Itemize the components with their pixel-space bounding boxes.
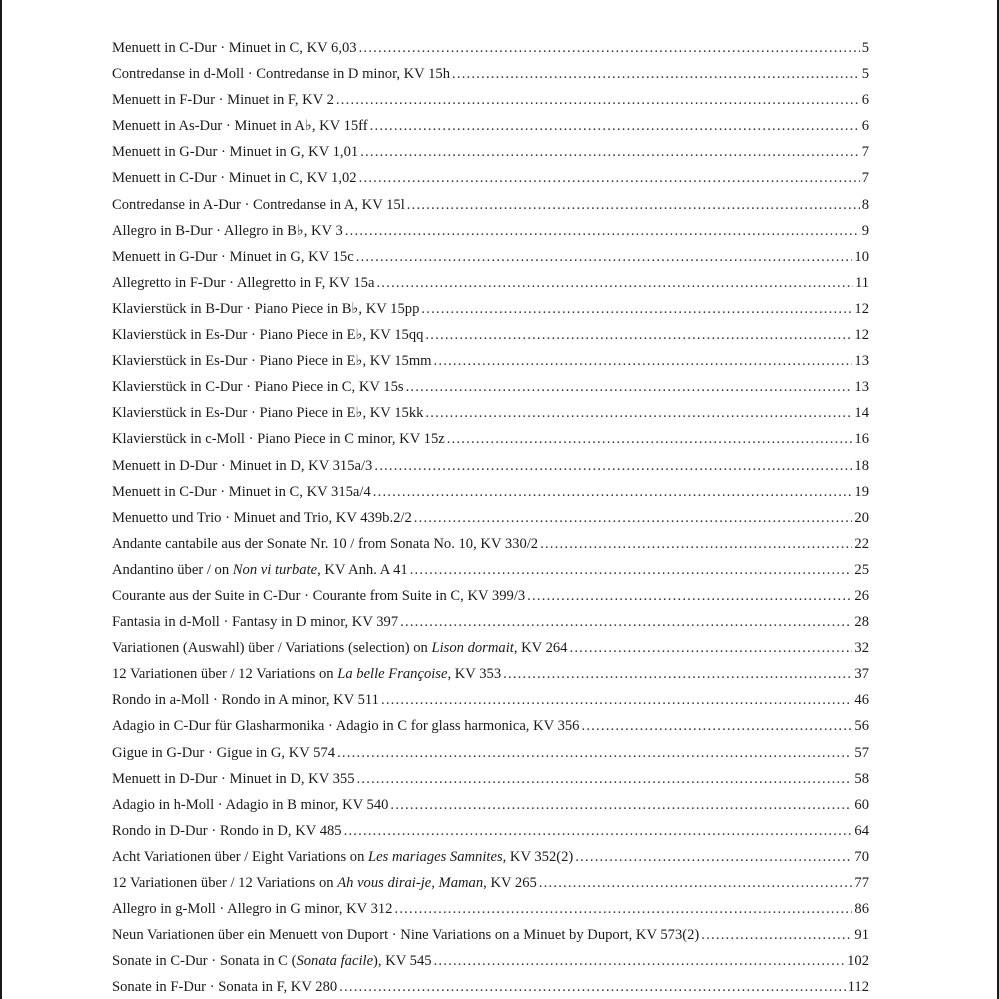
toc-page-number: 10 xyxy=(854,248,869,265)
toc-page-number: 56 xyxy=(854,718,869,735)
toc-entry-title xyxy=(112,792,390,818)
toc-entry-title xyxy=(112,270,376,296)
dot-leader xyxy=(407,192,860,218)
dot-leader xyxy=(339,974,845,999)
toc-entry-title xyxy=(112,139,360,165)
dot-leader xyxy=(370,113,860,139)
toc-page-number: 25 xyxy=(854,561,869,578)
toc-page-number: 6 xyxy=(861,92,869,109)
toc-entry-text: Allegro in g-Moll · Allegro in G minor, KV 312 xyxy=(112,901,393,918)
dot-leader xyxy=(414,505,853,531)
dot-leader xyxy=(345,218,860,244)
toc-page-number: 32 xyxy=(854,640,869,657)
toc-page-number: 91 xyxy=(854,927,869,944)
toc-entry-title xyxy=(112,218,345,244)
toc-entry-title xyxy=(112,165,359,191)
toc-entry-text: Menuett in G-Dur · Minuet in G, KV 15c xyxy=(112,248,354,265)
toc-entry-text: , KV 353 xyxy=(447,666,502,683)
dot-leader xyxy=(421,296,852,322)
toc-page-number: 5 xyxy=(861,66,869,83)
dot-leader xyxy=(359,165,860,191)
toc-page-number: 5 xyxy=(861,40,869,56)
dot-leader xyxy=(336,87,860,113)
toc-entry-title xyxy=(112,922,701,948)
toc-entry-title xyxy=(112,661,503,687)
dot-leader xyxy=(410,557,853,583)
toc-entry-title xyxy=(112,583,527,609)
toc-entry xyxy=(112,348,869,374)
toc-entry xyxy=(112,583,869,609)
dot-leader xyxy=(360,139,860,165)
toc-entry xyxy=(112,270,869,296)
toc-entry xyxy=(112,400,869,426)
toc-entry xyxy=(112,192,869,218)
dot-leader xyxy=(344,818,853,844)
toc-page-number: 8 xyxy=(861,196,869,213)
toc-entry xyxy=(112,113,869,139)
toc-entry-title xyxy=(112,192,407,218)
dot-leader xyxy=(373,479,853,505)
toc-entry-text: Menuett in G-Dur · Minuet in G, KV 1,01 xyxy=(112,144,359,161)
toc-entry-text: Rondo in D-Dur · Rondo in D, KV 485 xyxy=(112,822,342,839)
toc-entry-title xyxy=(112,766,357,792)
toc-entry-title xyxy=(112,740,337,766)
dot-leader xyxy=(434,348,853,374)
toc-entry-text: Neun Variationen über ein Menuett von Duport · Nine Variations on a Minuet by Duport, KV 573(2) xyxy=(112,927,700,944)
toc-entry-text: Menuett in C-Dur · Minuet in C, KV 6,03 xyxy=(112,40,357,56)
toc-entry xyxy=(112,61,869,87)
toc-entry xyxy=(112,453,869,479)
toc-entry-text: Sonate in C-Dur · Sonata in C ( xyxy=(112,953,297,970)
toc-entry-title xyxy=(112,505,414,531)
toc-page-number: 7 xyxy=(861,170,869,187)
toc-entry xyxy=(112,557,869,583)
dot-leader xyxy=(359,35,860,61)
dot-leader xyxy=(452,61,860,87)
toc-entry-text: Menuett in As-Dur · Minuet in A♭, KV 15ff xyxy=(112,118,368,135)
toc-entry xyxy=(112,766,869,792)
dot-leader xyxy=(425,400,852,426)
toc-entry-title xyxy=(112,635,569,661)
work-title-italic: Sonata facile xyxy=(296,953,374,970)
toc-page-number: 37 xyxy=(854,666,869,683)
toc-page-number: 20 xyxy=(854,509,869,526)
toc-entry-title xyxy=(112,557,410,583)
toc-entry xyxy=(112,87,869,113)
table-of-contents xyxy=(112,35,869,999)
toc-entry-text: Andantino über / on xyxy=(112,561,233,578)
toc-entry-title xyxy=(112,479,373,505)
toc-page-number: 13 xyxy=(854,379,869,396)
toc-page-number: 58 xyxy=(854,770,869,787)
toc-entry-text: Adagio in C-Dur für Glasharmonika · Adagio in C for glass harmonica, KV 356 xyxy=(112,718,580,735)
toc-page-number: 6 xyxy=(861,118,869,135)
toc-entry-text: Klavierstück in Es-Dur · Piano Piece in E♭, KV 15qq xyxy=(112,327,424,344)
toc-page-number: 16 xyxy=(854,431,869,448)
toc-entry-text: Menuett in D-Dur · Minuet in D, KV 355 xyxy=(112,770,355,787)
toc-entry-title xyxy=(112,296,421,322)
toc-entry-text: Acht Variationen über / Eight Variations on xyxy=(112,848,369,865)
toc-page-number: 60 xyxy=(854,796,869,813)
toc-entry-title xyxy=(112,609,400,635)
toc-page-number: 70 xyxy=(854,848,869,865)
work-title-italic: Lison dormait xyxy=(431,640,514,657)
toc-page-number: 9 xyxy=(861,222,869,239)
toc-page-number: 86 xyxy=(854,901,869,918)
toc-entry-title xyxy=(112,896,394,922)
toc-entry xyxy=(112,505,869,531)
toc-entry xyxy=(112,426,869,452)
toc-entry xyxy=(112,792,869,818)
toc-entry xyxy=(112,244,869,270)
toc-entry xyxy=(112,609,869,635)
toc-entry-text: Gigue in G-Dur · Gigue in G, KV 574 xyxy=(112,744,336,761)
toc-entry-text: Contredanse in A-Dur · Contredanse in A, KV 15l xyxy=(112,196,405,213)
dot-leader xyxy=(381,687,852,713)
toc-page-number: 19 xyxy=(854,483,869,500)
dot-leader xyxy=(357,766,853,792)
dot-leader xyxy=(503,661,852,687)
toc-entry-text: Menuetto und Trio · Minuet and Trio, KV 439b.2/2 xyxy=(112,509,412,526)
toc-entry-text: , KV 264 xyxy=(513,640,568,657)
toc-page-number: 13 xyxy=(854,353,869,370)
toc-entry-title xyxy=(112,687,381,713)
toc-entry xyxy=(112,322,869,348)
toc-entry-title xyxy=(112,426,447,452)
dot-leader xyxy=(356,244,853,270)
toc-entry-title xyxy=(112,453,374,479)
toc-entry-text: , KV 265 xyxy=(483,875,537,891)
toc-page-number: 64 xyxy=(854,822,869,839)
toc-entry xyxy=(112,479,869,505)
toc-page-number: 77 xyxy=(854,875,869,891)
toc-entry-text: Klavierstück in C-Dur · Piano Piece in C, KV 15s xyxy=(112,379,404,396)
toc-entry-title xyxy=(112,374,406,400)
toc-page-number: 11 xyxy=(854,274,869,291)
toc-entry xyxy=(112,818,869,844)
toc-entry-text: Sonate in F-Dur · Sonata in F, KV 280 xyxy=(112,979,338,996)
toc-entry-title xyxy=(112,531,540,557)
toc-entry xyxy=(112,687,869,713)
toc-entry xyxy=(112,35,869,61)
toc-entry-title xyxy=(112,713,581,739)
toc-page-number: 22 xyxy=(854,535,869,552)
toc-page-number: 57 xyxy=(854,744,869,761)
toc-entry-text: Contredanse in d-Moll · Contredanse in D minor, KV 15h xyxy=(112,66,451,83)
toc-entry-text: Klavierstück in Es-Dur · Piano Piece in E♭, KV 15mm xyxy=(112,353,432,370)
dot-leader xyxy=(425,322,852,348)
dot-leader xyxy=(581,713,852,739)
toc-entry-text: Andante cantabile aus der Sonate Nr. 10 / from Sonata No. 10, KV 330/2 xyxy=(112,535,539,552)
toc-entry-text: Menuett in D-Dur · Minuet in D, KV 315a/3 xyxy=(112,457,373,474)
toc-entry xyxy=(112,844,869,870)
toc-entry-title xyxy=(112,87,336,113)
toc-entry-title xyxy=(112,322,425,348)
toc-entry-title xyxy=(112,844,575,870)
toc-page-number: 112 xyxy=(847,979,869,996)
dot-leader xyxy=(406,374,853,400)
toc-entry xyxy=(112,870,869,896)
toc-entry xyxy=(112,896,869,922)
toc-entry xyxy=(112,296,869,322)
toc-entry-title xyxy=(112,244,356,270)
toc-entry-text: Klavierstück in c-Moll · Piano Piece in C minor, KV 15z xyxy=(112,431,445,448)
dot-leader xyxy=(539,870,853,896)
toc-entry-text: , KV 352(2) xyxy=(502,848,574,865)
toc-entry-text: Variationen (Auswahl) über / Variations (selection) on xyxy=(112,640,432,657)
work-title-italic: Ah vous dirai-je, Maman xyxy=(337,875,484,891)
dot-leader xyxy=(374,453,852,479)
toc-entry xyxy=(112,635,869,661)
toc-entry-text: , KV Anh. A 41 xyxy=(317,561,408,578)
toc-entry-text: Rondo in a-Moll · Rondo in A minor, KV 511 xyxy=(112,692,379,709)
toc-entry-text: 12 Variationen über / 12 Variations on xyxy=(112,875,338,891)
toc-entry xyxy=(112,218,869,244)
toc-entry-text: 12 Variationen über / 12 Variations on xyxy=(112,666,338,683)
toc-entry xyxy=(112,713,869,739)
toc-entry-text: Menuett in C-Dur · Minuet in C, KV 1,02 xyxy=(112,170,357,187)
toc-entry xyxy=(112,922,869,948)
toc-entry-text: Klavierstück in Es-Dur · Piano Piece in E♭, KV 15kk xyxy=(112,405,424,422)
toc-entry-text: Menuett in F-Dur · Minuet in F, KV 2 xyxy=(112,92,334,109)
toc-entry-text: Klavierstück in B-Dur · Piano Piece in B♭, KV 15pp xyxy=(112,300,420,317)
toc-entry-text: ), KV 545 xyxy=(373,953,432,970)
toc-entry-title xyxy=(112,113,370,139)
toc-entry-text: Courante aus der Suite in C-Dur · Courante from Suite in C, KV 399/3 xyxy=(112,587,526,604)
dot-leader xyxy=(575,844,852,870)
toc-entry xyxy=(112,974,869,999)
toc-entry-text: Fantasia in d-Moll · Fantasy in D minor, KV 397 xyxy=(112,614,399,631)
dot-leader xyxy=(434,948,846,974)
toc-entry xyxy=(112,740,869,766)
toc-entry-title xyxy=(112,61,452,87)
toc-page-number: 7 xyxy=(861,144,869,161)
toc-entry xyxy=(112,374,869,400)
toc-entry xyxy=(112,139,869,165)
work-title-italic: Les mariages Samnites xyxy=(368,848,503,865)
work-title-italic: La belle Françoise xyxy=(337,666,448,683)
toc-page-number: 46 xyxy=(854,692,869,709)
toc-entry xyxy=(112,948,869,974)
toc-entry-title xyxy=(112,348,434,374)
toc-entry-text: Allegretto in F-Dur · Allegretto in F, KV 15a xyxy=(112,274,375,291)
toc-entry-title xyxy=(112,818,344,844)
dot-leader xyxy=(540,531,852,557)
toc-entry-title xyxy=(112,400,425,426)
toc-page-number: 102 xyxy=(847,953,869,970)
toc-page-number: 12 xyxy=(854,300,869,317)
toc-entry xyxy=(112,661,869,687)
dot-leader xyxy=(394,896,852,922)
toc-entry-title xyxy=(112,974,339,999)
dot-leader xyxy=(337,740,852,766)
toc-entry xyxy=(112,531,869,557)
toc-entry-title xyxy=(112,870,539,896)
toc-entry-text: Menuett in C-Dur · Minuet in C, KV 315a/4 xyxy=(112,483,371,500)
toc-entry-title xyxy=(112,948,434,974)
dot-leader xyxy=(569,635,852,661)
dot-leader xyxy=(447,426,853,452)
toc-page-number: 28 xyxy=(854,614,869,631)
toc-page-number: 18 xyxy=(854,457,869,474)
toc-entry-text: Adagio in h-Moll · Adagio in B minor, KV 540 xyxy=(112,796,389,813)
dot-leader xyxy=(527,583,852,609)
toc-page-number: 26 xyxy=(854,587,869,604)
toc-entry-title xyxy=(112,35,359,61)
dot-leader xyxy=(701,922,852,948)
toc-entry-text: Allegro in B-Dur · Allegro in B♭, KV 3 xyxy=(112,222,343,239)
dot-leader xyxy=(390,792,852,818)
toc-page-number: 12 xyxy=(854,327,869,344)
work-title-italic: Non vi turbate xyxy=(232,561,318,578)
dot-leader xyxy=(400,609,852,635)
toc-entry xyxy=(112,165,869,191)
dot-leader xyxy=(376,270,853,296)
toc-page-number: 14 xyxy=(854,405,869,422)
